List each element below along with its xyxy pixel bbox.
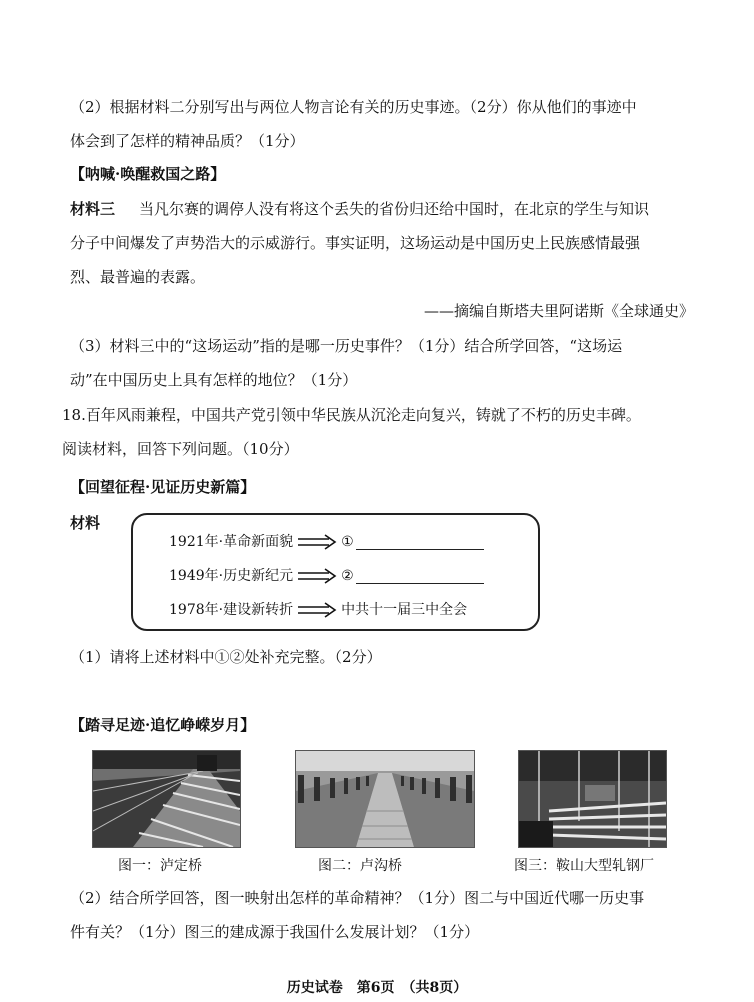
q2-line-1: （2）根据材料二分别写出与两位人物言论有关的历史事迹。（2分）你从他们的事迹中 [70, 98, 637, 116]
double-arrow-icon [297, 601, 337, 619]
q3-line-2: 动”在中国历史上具有怎样的地位？（1分） [70, 371, 358, 389]
timeline-label: 1949年·历史新纪元 [169, 568, 294, 584]
material3-line-1 [70, 199, 649, 219]
material3-line-2: 分子中间爆发了声势浩大的示威游行。事实证明，这场运动是中国历史上民族感情最强 [70, 234, 641, 252]
q3-line-1: （3）材料三中的“这场运动”指的是哪一历史事件？（1分）结合所学回答，“这场运 [70, 337, 623, 355]
marco-polo-bridge-photo [295, 750, 475, 848]
luding-bridge-photo [92, 750, 241, 848]
q18-2-line-2: 件有关？（1分）图三的建成源于我国什么发展计划？（1分） [70, 923, 480, 941]
material-label: 材料 [70, 514, 101, 532]
photo-caption-2: 图二：卢沟桥 [318, 858, 402, 874]
q2-line-2: 体会到了怎样的精神品质？（1分） [70, 132, 305, 150]
timeline-row-3 [169, 601, 467, 619]
photo-caption-3: 图三：鞍山大型轧钢厂 [514, 858, 654, 874]
q18-line-2: 阅读材料，回答下列问题。（10分） [62, 440, 299, 458]
material3-line-3: 烈、最普遍的表露。 [70, 268, 206, 286]
double-arrow-icon [297, 567, 337, 585]
timeline-label: 1921年·革命新面貌 [169, 534, 294, 550]
q18-1-text: （1）请将上述材料中①②处补充完整。（2分） [70, 648, 382, 666]
double-arrow-icon [297, 533, 337, 551]
answer-blank [356, 535, 484, 550]
timeline-target: 中共十一届三中全会 [341, 602, 468, 618]
q18-line-1: 18.百年风雨兼程，中国共产党引领中华民族从沉沦走向复兴，铸就了不朽的历史丰碑。 [62, 406, 641, 424]
timeline-label: 1978年·建设新转折 [169, 602, 294, 618]
page-footer: 历史试卷 第6页 （共8页） [286, 980, 468, 996]
q18-2-line-1: （2）结合所学回答，图一映射出怎样的革命精神？（1分）图二与中国近代哪一历史事 [70, 889, 645, 907]
timeline-row-1 [169, 533, 484, 551]
timeline-row-2 [169, 567, 484, 585]
photo-caption-1: 图一：泸定桥 [118, 858, 202, 874]
section-huiwang-heading: 【回望征程·见证历史新篇】 [70, 478, 256, 496]
section-taxun-heading: 【踏寻足迹·追忆峥嵘岁月】 [70, 716, 256, 734]
answer-blank [356, 569, 484, 584]
material3-text-1: 当凡尔赛的调停人没有将这个丢失的省份归还给中国时，在北京的学生与知识 [139, 200, 650, 218]
material3-source: ——摘编自斯塔夫里阿诺斯《全球通史》 [423, 302, 694, 320]
anshan-steel-mill-photo [518, 750, 667, 848]
material3-label: 材料三 [70, 200, 116, 218]
timeline-target: ① [341, 534, 354, 550]
section-nahan-heading: 【呐喊·唤醒救国之路】 [70, 165, 226, 183]
timeline-target: ② [341, 568, 354, 584]
timeline-box [131, 513, 540, 631]
